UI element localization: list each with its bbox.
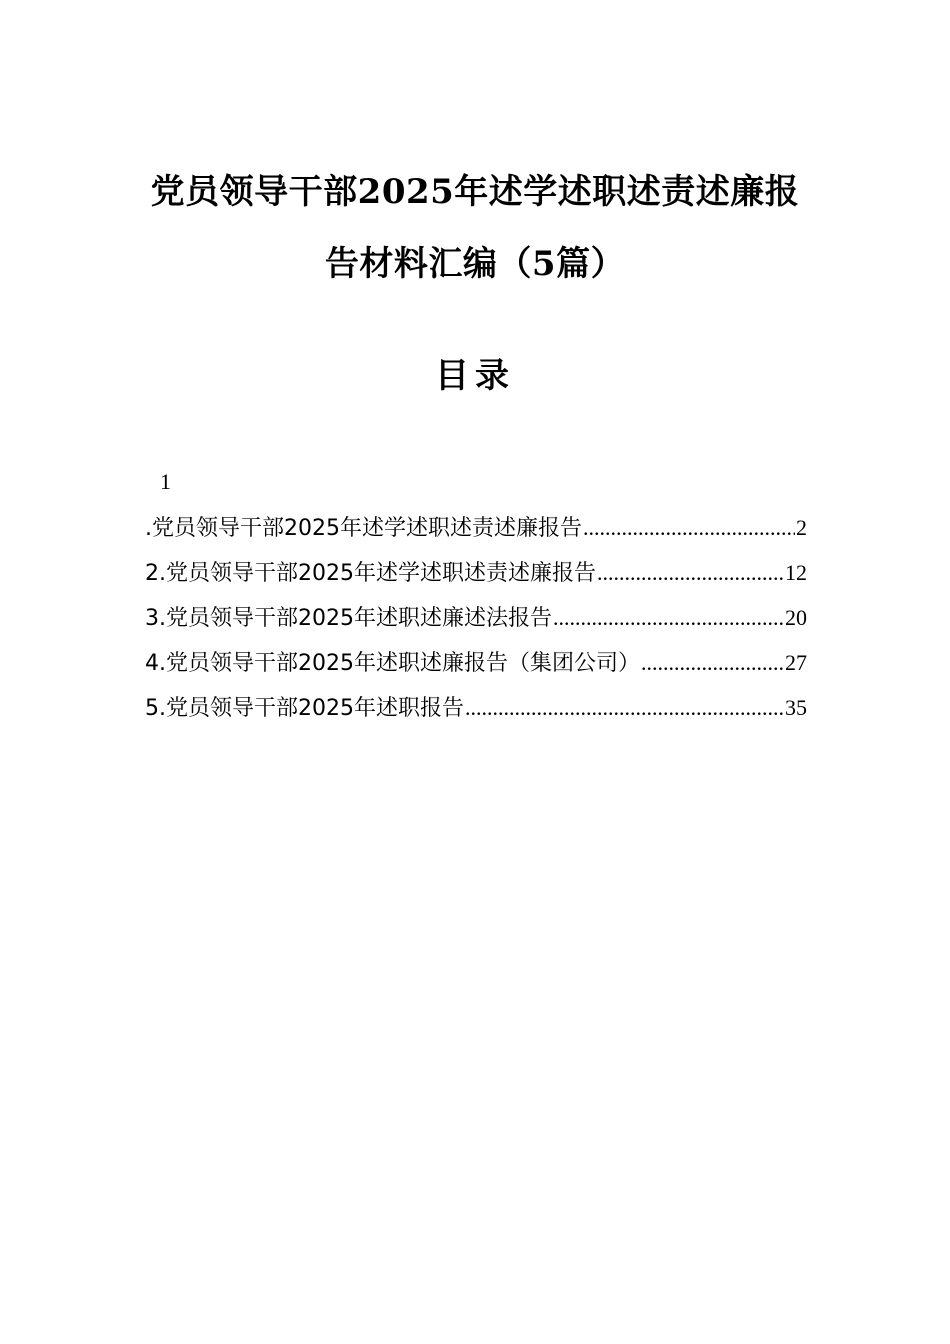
- toc-entry[interactable]: [145, 692, 807, 737]
- toc-entry-page: 35: [785, 695, 807, 720]
- toc-leading-number: 1: [160, 469, 171, 494]
- toc-entry[interactable]: [145, 647, 807, 692]
- toc-entry[interactable]: [145, 512, 807, 557]
- toc-entry-page: 20: [785, 605, 807, 630]
- toc-dot-leader: [597, 557, 784, 589]
- toc-entry-title: 5.党员领导干部2025年述职报告: [145, 696, 464, 721]
- toc-entry[interactable]: [145, 557, 807, 602]
- toc-entry-page: 12: [785, 560, 807, 585]
- toc-entry-title: 2.党员领导干部2025年述学述职述责述廉报告: [145, 561, 596, 586]
- toc-dot-leader: [583, 512, 795, 544]
- toc-entry-title: 3.党员领导干部2025年述职述廉述法报告: [145, 606, 552, 631]
- toc-dot-leader: [641, 647, 784, 679]
- toc-entry-page: 2: [796, 515, 807, 540]
- toc-entry[interactable]: [145, 602, 807, 647]
- toc-dot-leader: [553, 602, 784, 634]
- document-title-line-1: 党员领导干部2025年述学述职述责述廉报: [150, 172, 800, 212]
- document-title-line-2: 告材料汇编（5篇）: [324, 244, 626, 284]
- toc-heading: 目录: [435, 356, 515, 396]
- toc-entry-title: .党员领导干部2025年述学述职述责述廉报告: [145, 516, 582, 541]
- table-of-contents: [145, 512, 807, 737]
- toc-dot-leader: [465, 692, 784, 724]
- toc-entry-page: 27: [785, 650, 807, 675]
- toc-entry-title: 4.党员领导干部2025年述职述廉报告（集团公司）: [145, 651, 640, 676]
